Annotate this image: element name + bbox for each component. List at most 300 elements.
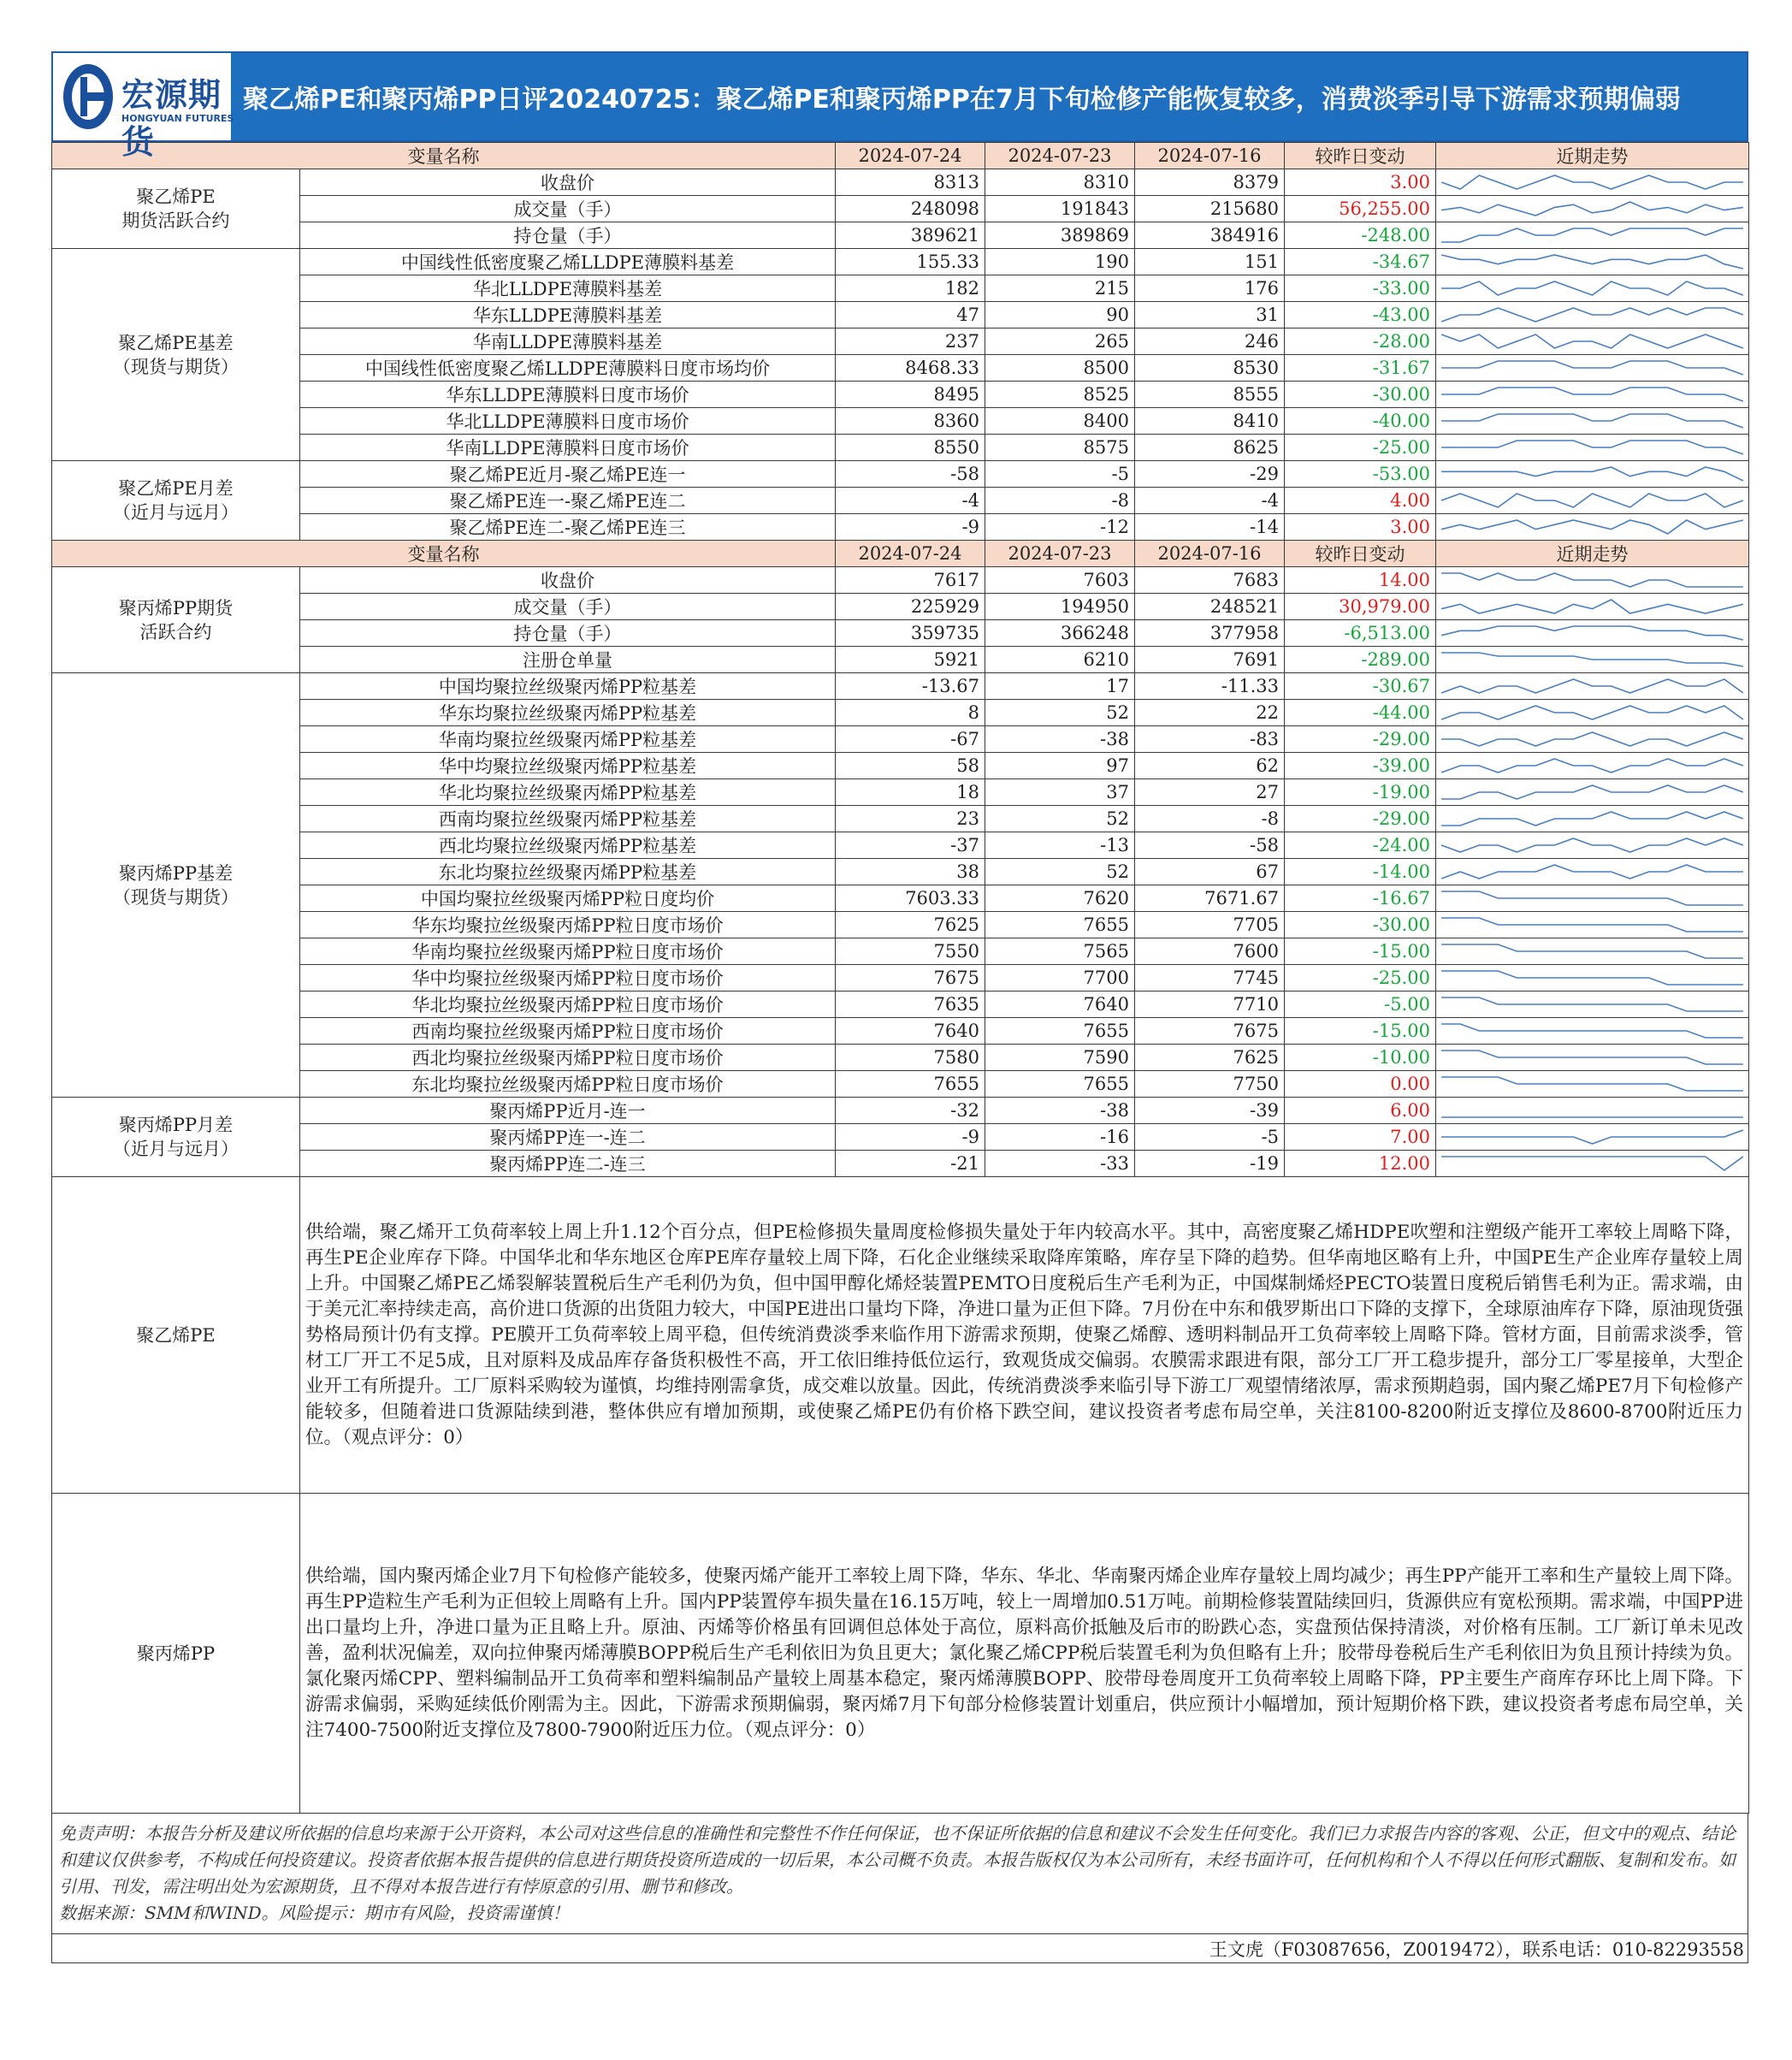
value-date-1: 7603.33	[836, 885, 985, 912]
change-value: -6,513.00	[1285, 620, 1436, 647]
table-row	[52, 859, 1749, 885]
sparkline-chart	[1440, 1074, 1745, 1094]
trend-sparkline	[1436, 408, 1749, 435]
trend-sparkline	[1436, 302, 1749, 329]
value-date-3: 27	[1135, 779, 1285, 806]
value-date-1: 8	[836, 700, 985, 726]
commentary-text: 供给端，聚乙烯开工负荷率较上周上升1.12个百分点，但PE检修损失量周度检修损失量处于年内较高水平。其中，高密度聚乙烯HDPE吹塑和注塑级产能开工率较上周略下降，再生PE企业库存下降。中国华北和华东地区仓库PE库存量较上周下降，石化企业继续采取降库策略，库存呈下降的趋势。但华南地区略有上升，中国PE生产企业库存量较上周上升。中国聚乙烯PE乙烯裂解装置税后生产毛利仍为负，但中国甲醇化烯烃装置PEMTO日度税后生产毛利为正，中国煤制烯烃PECTO装置日度税后销售毛利为正。需求端，由于美元汇率持续走高，高价进口货源的出货阻力较大，中国PE进出口量均下降，净进口量为正但下降。7月份在中东和俄罗斯出口下降的支撑下，全球原油库存下降，原油现货强势格局预计仍有支撑。PE膜开工负荷率较上周平稳，但传统消费淡季来临作用下游需求预期，使聚乙烯醇、透明料制品开工负荷率较上周略下降。管材方面，目前需求淡季，管材工厂开工不足5成，且对原料及成品库存备货积极性不高，开工依旧维持低位运行，致观货成交偏弱。农膜需求跟进有限，部分工厂开工稳步提升，部分工厂零星接单，大型企业开工有所提升。工厂原料采购较为谨慎，均维持刚需拿货，成交难以放量。因此，传统消费淡季来临引导下游工厂观望情绪浓厚，需求预期趋弱，国内聚乙烯PE7月下旬检修产能较多，但随着进口货源陆续到港，整体供应有增加预期，或使聚乙烯PE仍有价格下跌空间，建议投资者考虑布局空单，关注8100-8200附近支撑位及8600-8700附近压力位。（观点评分：0）	[300, 1177, 1749, 1494]
value-date-1: 8550	[836, 435, 985, 461]
value-date-2: 191843	[985, 196, 1135, 222]
trend-sparkline	[1436, 1018, 1749, 1045]
sparkline-line	[1441, 679, 1743, 693]
data-table	[51, 142, 1749, 1814]
variable-name: 华北均聚拉丝级聚丙烯PP粒日度市场价	[300, 992, 836, 1018]
variable-name: 收盘价	[300, 169, 836, 196]
trend-sparkline	[1436, 1098, 1749, 1124]
sparkline-line	[1441, 971, 1743, 985]
sparkline-chart	[1440, 888, 1745, 909]
value-date-3: 7675	[1135, 1018, 1285, 1045]
value-date-2: 265	[985, 329, 1135, 355]
value-date-1: 248098	[836, 196, 985, 222]
sparkline-chart	[1440, 225, 1745, 246]
pe-section	[52, 143, 1749, 541]
report-sheet	[51, 51, 1748, 1963]
table-row	[52, 992, 1749, 1018]
value-date-2: 90	[985, 302, 1135, 329]
value-date-2: 17	[985, 673, 1135, 700]
value-date-2: -5	[985, 461, 1135, 488]
sparkline-line	[1441, 732, 1743, 746]
change-value: -14.00	[1285, 859, 1436, 885]
value-date-3: 8555	[1135, 382, 1285, 408]
change-value: 4.00	[1285, 488, 1436, 514]
table-row	[52, 567, 1749, 594]
value-date-3: 67	[1135, 859, 1285, 885]
category-label: 聚乙烯PE基差 （现货与期货）	[52, 249, 300, 461]
sparkline-chart	[1440, 172, 1745, 192]
change-value: -289.00	[1285, 647, 1436, 673]
trend-sparkline	[1436, 912, 1749, 938]
value-date-2: 52	[985, 806, 1135, 832]
value-date-1: -21	[836, 1151, 985, 1177]
trend-sparkline	[1436, 806, 1749, 832]
sparkline-line	[1441, 891, 1743, 905]
value-date-2: 215	[985, 275, 1135, 302]
value-date-3: 7600	[1135, 938, 1285, 965]
change-value: -248.00	[1285, 222, 1436, 249]
table-row	[52, 249, 1749, 275]
header-var-name: 变量名称	[52, 541, 836, 567]
value-date-1: 7640	[836, 1018, 985, 1045]
value-date-1: 389621	[836, 222, 985, 249]
sparkline-chart	[1440, 437, 1745, 458]
variable-name: 华北均聚拉丝级聚丙烯PP粒基差	[300, 779, 836, 806]
change-value: 6.00	[1285, 1098, 1436, 1124]
value-date-2: 7640	[985, 992, 1135, 1018]
sparkline-line	[1441, 308, 1743, 322]
table-row	[52, 753, 1749, 779]
variable-name: 中国线性低密度聚乙烯LLDPE薄膜料日度市场均价	[300, 355, 836, 382]
variable-name: 聚乙烯PE连二-聚乙烯PE连三	[300, 514, 836, 541]
trend-sparkline	[1436, 488, 1749, 514]
value-date-2: 7620	[985, 885, 1135, 912]
variable-name: 成交量（手）	[300, 594, 836, 620]
sparkline-chart	[1440, 1021, 1745, 1041]
value-date-3: -58	[1135, 832, 1285, 859]
value-date-1: 5921	[836, 647, 985, 673]
sparkline-line	[1441, 520, 1743, 534]
trend-sparkline	[1436, 275, 1749, 302]
trend-sparkline	[1436, 1124, 1749, 1151]
value-date-2: 97	[985, 753, 1135, 779]
sparkline-chart	[1440, 198, 1745, 219]
commentary-row-pp	[52, 1494, 1749, 1814]
table-row	[52, 594, 1749, 620]
table-row	[52, 435, 1749, 461]
value-date-3: 8410	[1135, 408, 1285, 435]
trend-sparkline	[1436, 329, 1749, 355]
sparkline-line	[1441, 838, 1743, 852]
value-date-3: -11.33	[1135, 673, 1285, 700]
brand-name-cn: 宏源期货	[121, 76, 222, 161]
value-date-3: -29	[1135, 461, 1285, 488]
analyst-footer: 王文虎（F03087656，Z0019472），联系电话：010-82293558	[51, 1934, 1748, 1963]
trend-sparkline	[1436, 435, 1749, 461]
table-row	[52, 488, 1749, 514]
variable-name: 注册仓单量	[300, 647, 836, 673]
trend-sparkline	[1436, 859, 1749, 885]
trend-sparkline	[1436, 196, 1749, 222]
variable-name: 东北均聚拉丝级聚丙烯PP粒基差	[300, 859, 836, 885]
sparkline-chart	[1440, 968, 1745, 988]
table-row	[52, 1018, 1749, 1045]
table-row	[52, 832, 1749, 859]
sparkline-chart	[1440, 835, 1745, 855]
value-date-1: 225929	[836, 594, 985, 620]
change-value: -28.00	[1285, 329, 1436, 355]
value-date-1: 7580	[836, 1045, 985, 1071]
table-row	[52, 382, 1749, 408]
value-date-3: 22	[1135, 700, 1285, 726]
change-value: -15.00	[1285, 938, 1436, 965]
table-row	[52, 912, 1749, 938]
header-var-name: 变量名称	[52, 143, 836, 169]
value-date-1: 38	[836, 859, 985, 885]
trend-sparkline	[1436, 753, 1749, 779]
value-date-3: 62	[1135, 753, 1285, 779]
value-date-3: 384916	[1135, 222, 1285, 249]
table-row	[52, 1151, 1749, 1177]
value-date-1: 8495	[836, 382, 985, 408]
category-label: 聚丙烯PP月差 （近月与远月）	[52, 1098, 300, 1177]
value-date-2: 8310	[985, 169, 1135, 196]
sparkline-chart	[1440, 649, 1745, 670]
variable-name: 聚乙烯PE连一-聚乙烯PE连二	[300, 488, 836, 514]
sparkline-chart	[1440, 915, 1745, 935]
sparkline-chart	[1440, 1047, 1745, 1068]
value-date-3: 176	[1135, 275, 1285, 302]
sparkline-chart	[1440, 570, 1745, 590]
change-value: -31.67	[1285, 355, 1436, 382]
value-date-2: 389869	[985, 222, 1135, 249]
commentary-section	[52, 1177, 1749, 1814]
sparkline-chart	[1440, 702, 1745, 723]
change-value: -34.67	[1285, 249, 1436, 275]
pp-header-row	[52, 541, 1749, 567]
table-row	[52, 329, 1749, 355]
value-date-1: 18	[836, 779, 985, 806]
value-date-1: 182	[836, 275, 985, 302]
sparkline-chart	[1440, 384, 1745, 405]
trend-sparkline	[1436, 514, 1749, 541]
value-date-1: 237	[836, 329, 985, 355]
value-date-1: -9	[836, 1124, 985, 1151]
variable-name: 西北均聚拉丝级聚丙烯PP粒日度市场价	[300, 1045, 836, 1071]
sparkline-chart	[1440, 1127, 1745, 1147]
sparkline-line	[1441, 414, 1743, 428]
value-date-3: -5	[1135, 1124, 1285, 1151]
value-date-3: 377958	[1135, 620, 1285, 647]
sparkline-chart	[1440, 1153, 1745, 1174]
variable-name: 成交量（手）	[300, 196, 836, 222]
change-value: 3.00	[1285, 169, 1436, 196]
commentary-category: 聚丙烯PP	[52, 1494, 300, 1814]
trend-sparkline	[1436, 355, 1749, 382]
sparkline-line	[1441, 334, 1743, 348]
value-date-2: -8	[985, 488, 1135, 514]
table-row	[52, 726, 1749, 753]
value-date-1: 7550	[836, 938, 985, 965]
change-value: -25.00	[1285, 435, 1436, 461]
sparkline-chart	[1440, 464, 1745, 484]
value-date-3: 7691	[1135, 647, 1285, 673]
trend-sparkline	[1436, 779, 1749, 806]
value-date-2: 194950	[985, 594, 1135, 620]
table-row	[52, 355, 1749, 382]
table-row	[52, 885, 1749, 912]
disclaimer	[51, 1814, 1748, 1934]
change-value: -10.00	[1285, 1045, 1436, 1071]
variable-name: 中国均聚拉丝级聚丙烯PP粒基差	[300, 673, 836, 700]
table-row	[52, 461, 1749, 488]
table-row	[52, 700, 1749, 726]
value-date-3: 8530	[1135, 355, 1285, 382]
sparkline-line	[1441, 1157, 1743, 1170]
table-row	[52, 1124, 1749, 1151]
table-row	[52, 222, 1749, 249]
sparkline-line	[1441, 706, 1743, 719]
variable-name: 中国均聚拉丝级聚丙烯PP粒日度均价	[300, 885, 836, 912]
value-date-3: 7683	[1135, 567, 1285, 594]
trend-sparkline	[1436, 1045, 1749, 1071]
sparkline-chart	[1440, 252, 1745, 272]
sparkline-line	[1441, 1077, 1743, 1091]
sparkline-chart	[1440, 729, 1745, 749]
header-date-3: 2024-07-16	[1135, 541, 1285, 567]
value-date-1: 8360	[836, 408, 985, 435]
value-date-1: -67	[836, 726, 985, 753]
brand-logo	[53, 53, 234, 161]
value-date-1: 8468.33	[836, 355, 985, 382]
value-date-3: -8	[1135, 806, 1285, 832]
sparkline-chart	[1440, 517, 1745, 537]
trend-sparkline	[1436, 620, 1749, 647]
change-value: 7.00	[1285, 1124, 1436, 1151]
value-date-2: 6210	[985, 647, 1135, 673]
change-value: 0.00	[1285, 1071, 1436, 1098]
value-date-2: -13	[985, 832, 1135, 859]
sparkline-line	[1441, 228, 1743, 242]
header-change: 较昨日变动	[1285, 143, 1436, 169]
change-value: -29.00	[1285, 806, 1436, 832]
table-row	[52, 938, 1749, 965]
change-value: -44.00	[1285, 700, 1436, 726]
value-date-3: 7710	[1135, 992, 1285, 1018]
value-date-2: 7565	[985, 938, 1135, 965]
trend-sparkline	[1436, 382, 1749, 408]
sparkline-chart	[1440, 755, 1745, 776]
sparkline-line	[1441, 600, 1743, 613]
variable-name: 持仓量（手）	[300, 620, 836, 647]
value-date-2: 7590	[985, 1045, 1135, 1071]
value-date-1: 7655	[836, 1071, 985, 1098]
value-date-3: -4	[1135, 488, 1285, 514]
sparkline-line	[1441, 759, 1743, 772]
value-date-1: 7625	[836, 912, 985, 938]
value-date-3: 8625	[1135, 435, 1285, 461]
variable-name: 华中均聚拉丝级聚丙烯PP粒基差	[300, 753, 836, 779]
category-label: 聚乙烯PE 期货活跃合约	[52, 169, 300, 249]
value-date-3: 31	[1135, 302, 1285, 329]
value-date-2: 8400	[985, 408, 1135, 435]
report-title: 聚乙烯PE和聚丙烯PP日评20240725：聚乙烯PE和聚丙烯PP在7月下旬检修产能恢复较多，消费淡季引导下游需求预期偏弱	[231, 53, 1747, 140]
change-value: -5.00	[1285, 992, 1436, 1018]
disclaimer-text: 免责声明：本报告分析及建议所依据的信息均来源于公开资料，本公司对这些信息的准确性和完整性不作任何保证，也不保证所依据的信息和建议不会发生任何变化。我们已力求报告内容的客观、公正，但文中的观点、结论和建议仅供参考，不构成任何投资建议。投资者依据本报告提供的信息进行期货投资所造成的一切后果，本公司概不负责。本报告版权仅为本公司所有，未经书面许可，任何机构和个人不得以任何形式翻版、复制和发布。如引用、刊发，需注明出处为宏源期货，且不得对本报告进行有悖原意的引用、删节和修改。	[59, 1823, 1736, 1897]
value-date-1: 7617	[836, 567, 985, 594]
sparkline-line	[1441, 997, 1743, 1011]
change-value: -30.00	[1285, 382, 1436, 408]
sparkline-line	[1441, 467, 1743, 481]
value-date-1: -32	[836, 1098, 985, 1124]
table-row	[52, 196, 1749, 222]
value-date-2: 190	[985, 249, 1135, 275]
variable-name: 华东LLDPE薄膜料基差	[300, 302, 836, 329]
trend-sparkline	[1436, 594, 1749, 620]
change-value: -40.00	[1285, 408, 1436, 435]
sparkline-line	[1441, 944, 1743, 958]
value-date-1: 155.33	[836, 249, 985, 275]
value-date-2: 8575	[985, 435, 1135, 461]
value-date-2: 7603	[985, 567, 1135, 594]
sparkline-line	[1441, 573, 1743, 587]
sparkline-chart	[1440, 331, 1745, 352]
sparkline-chart	[1440, 358, 1745, 378]
table-row	[52, 514, 1749, 541]
trend-sparkline	[1436, 992, 1749, 1018]
sparkline-chart	[1440, 782, 1745, 802]
change-value: -53.00	[1285, 461, 1436, 488]
variable-name: 华南LLDPE薄膜料日度市场价	[300, 435, 836, 461]
change-value: -39.00	[1285, 753, 1436, 779]
header-date-1: 2024-07-24	[836, 541, 985, 567]
variable-name: 持仓量（手）	[300, 222, 836, 249]
sparkline-line	[1441, 388, 1743, 401]
trend-sparkline	[1436, 726, 1749, 753]
value-date-1: 7675	[836, 965, 985, 992]
value-date-3: 246	[1135, 329, 1285, 355]
variable-name: 西南均聚拉丝级聚丙烯PP粒基差	[300, 806, 836, 832]
variable-name: 西南均聚拉丝级聚丙烯PP粒日度市场价	[300, 1018, 836, 1045]
variable-name: 华北LLDPE薄膜料日度市场价	[300, 408, 836, 435]
trend-sparkline	[1436, 1071, 1749, 1098]
category-label: 聚丙烯PP期货 活跃合约	[52, 567, 300, 673]
value-date-1: 47	[836, 302, 985, 329]
change-value: 14.00	[1285, 567, 1436, 594]
trend-sparkline	[1436, 673, 1749, 700]
value-date-3: -39	[1135, 1098, 1285, 1124]
value-date-2: 52	[985, 859, 1135, 885]
trend-sparkline	[1436, 832, 1749, 859]
variable-name: 聚丙烯PP连一-连二	[300, 1124, 836, 1151]
trend-sparkline	[1436, 700, 1749, 726]
value-date-3: 151	[1135, 249, 1285, 275]
trend-sparkline	[1436, 647, 1749, 673]
variable-name: 华南LLDPE薄膜料基差	[300, 329, 836, 355]
table-row	[52, 302, 1749, 329]
source-note: 数据来源：SMM和WIND。风险提示：期市有风险，投资需谨慎！	[59, 1903, 570, 1923]
variable-name: 华东LLDPE薄膜料日度市场价	[300, 382, 836, 408]
sparkline-chart	[1440, 305, 1745, 325]
table-row	[52, 1045, 1749, 1071]
variable-name: 聚丙烯PP连二-连三	[300, 1151, 836, 1177]
change-value: -16.67	[1285, 885, 1436, 912]
value-date-2: 37	[985, 779, 1135, 806]
header-trend: 近期走势	[1436, 541, 1749, 567]
table-row	[52, 408, 1749, 435]
value-date-1: -4	[836, 488, 985, 514]
value-date-3: -83	[1135, 726, 1285, 753]
value-date-3: 248521	[1135, 594, 1285, 620]
value-date-1: -9	[836, 514, 985, 541]
value-date-2: 8525	[985, 382, 1135, 408]
change-value: 56,255.00	[1285, 196, 1436, 222]
sparkline-chart	[1440, 1100, 1745, 1121]
value-date-3: -19	[1135, 1151, 1285, 1177]
variable-name: 西北均聚拉丝级聚丙烯PP粒基差	[300, 832, 836, 859]
variable-name: 东北均聚拉丝级聚丙烯PP粒日度市场价	[300, 1071, 836, 1098]
sparkline-line	[1441, 865, 1743, 879]
commentary-text: 供给端，国内聚丙烯企业7月下旬检修产能较多，使聚丙烯产能开工率较上周下降，华东、华北、华南聚丙烯企业库存量较上周均减少；再生PP产能开工率和生产量较上周下降。再生PP造粒生产毛利为正但较上周略有上升。国内PP装置停车损失量在16.15万吨，较上一周增加0.51万吨。前期检修装置陆续回归，货源供应有宽松预期。需求端，中国PP进出口量均上升，净进口量为正且略上升。原油、丙烯等价格虽有回调但总体处于高位，原料高价抵触及后市的盼跌心态，实盘预估保持清淡，对价格有压制。工厂新订单未见改善，盈利状况偏差，双向拉伸聚丙烯薄膜BOPP税后生产毛利依旧为负且更大；氯化聚乙烯CPP税后装置毛利为负但略有上升；胶带母卷税后生产毛利依旧为负且预计持续为负。氯化聚丙烯CPP、塑料编制品开工负荷率和塑料编制品产量较上周基本稳定，聚丙烯薄膜BOPP、胶带母卷周度开工负荷率较上周略下降，PP主要生产商库存环比上周下降。下游需求偏弱，采购延续低价刚需为主。因此，下游需求预期偏弱，聚丙烯7月下旬部分检修装置计划重启，供应预计小幅增加，预计短期价格下跌，建议投资者考虑布局空单，关注7400-7500附近支撑位及7800-7900附近压力位。（观点评分：0）	[300, 1494, 1749, 1814]
change-value: -33.00	[1285, 275, 1436, 302]
sparkline-line	[1441, 494, 1743, 507]
trend-sparkline	[1436, 222, 1749, 249]
table-row	[52, 620, 1749, 647]
table-row	[52, 779, 1749, 806]
value-date-1: 359735	[836, 620, 985, 647]
value-date-2: 52	[985, 700, 1135, 726]
sparkline-chart	[1440, 861, 1745, 882]
sparkline-chart	[1440, 623, 1745, 643]
pp-section	[52, 541, 1749, 1177]
sparkline-line	[1441, 1130, 1743, 1144]
change-value: -15.00	[1285, 1018, 1436, 1045]
variable-name: 聚丙烯PP近月-连一	[300, 1098, 836, 1124]
value-date-2: 366248	[985, 620, 1135, 647]
trend-sparkline	[1436, 938, 1749, 965]
sparkline-line	[1441, 281, 1743, 295]
sparkline-chart	[1440, 808, 1745, 829]
value-date-1: -37	[836, 832, 985, 859]
trend-sparkline	[1436, 567, 1749, 594]
sparkline-chart	[1440, 676, 1745, 696]
value-date-2: -12	[985, 514, 1135, 541]
sparkline-line	[1441, 202, 1743, 216]
variable-name: 华南均聚拉丝级聚丙烯PP粒日度市场价	[300, 938, 836, 965]
value-date-1: -13.67	[836, 673, 985, 700]
value-date-1: 8313	[836, 169, 985, 196]
value-date-1: -58	[836, 461, 985, 488]
trend-sparkline	[1436, 965, 1749, 992]
value-date-2: -38	[985, 1098, 1135, 1124]
change-value: -30.67	[1285, 673, 1436, 700]
variable-name: 华中均聚拉丝级聚丙烯PP粒日度市场价	[300, 965, 836, 992]
value-date-1: 23	[836, 806, 985, 832]
header-date-2: 2024-07-23	[985, 541, 1135, 567]
sparkline-line	[1441, 255, 1743, 269]
category-label: 聚乙烯PE月差 （近月与远月）	[52, 461, 300, 541]
sparkline-chart	[1440, 278, 1745, 299]
header-date-1: 2024-07-24	[836, 143, 985, 169]
